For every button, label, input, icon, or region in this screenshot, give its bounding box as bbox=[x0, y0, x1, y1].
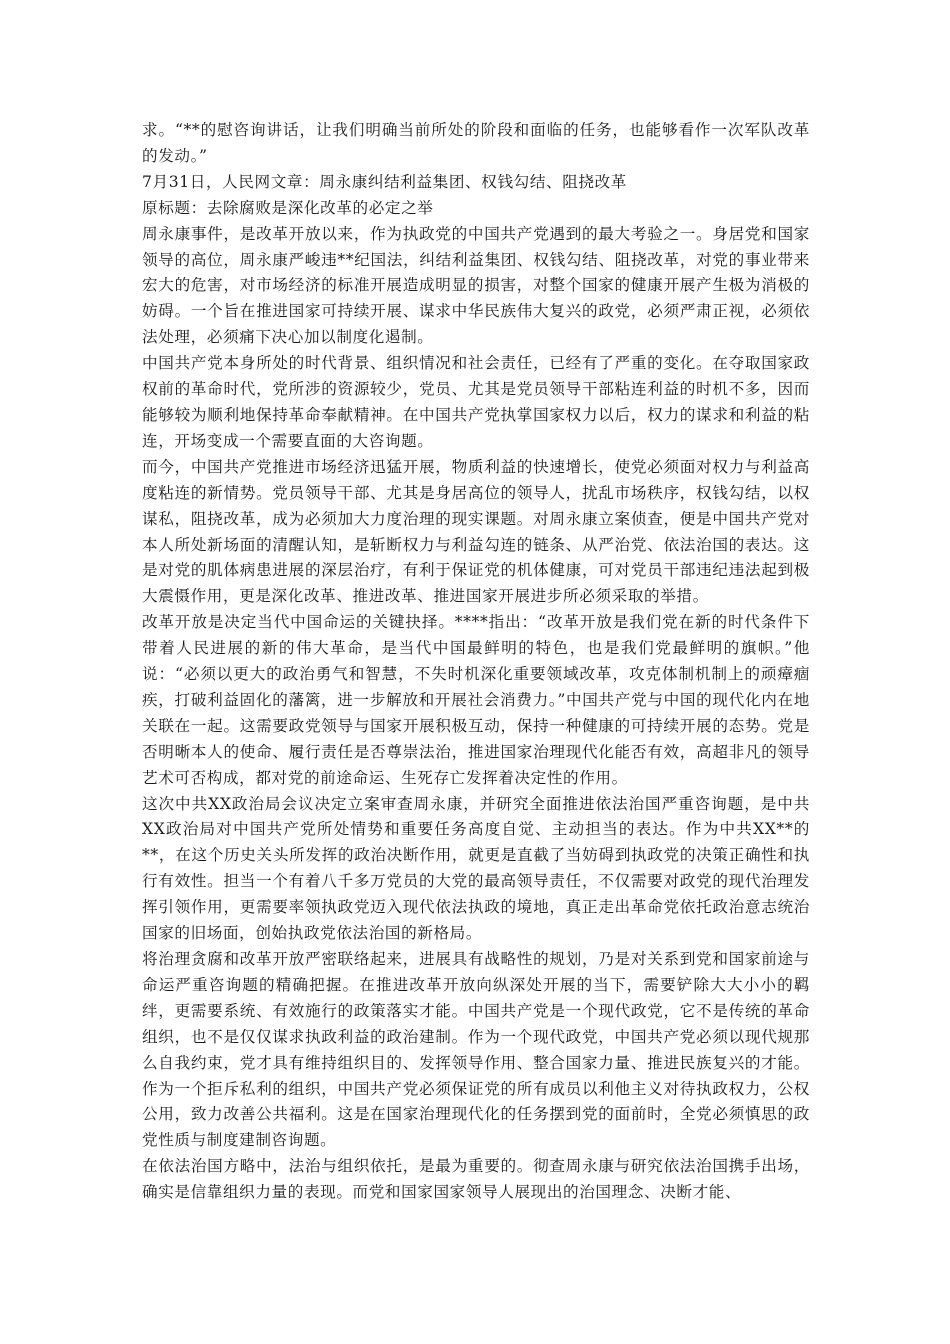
paragraph: 改革开放是决定当代中国命运的关键抉择。****指出：“改革开放是我们党在新的时代条件下带着人民进展的新的伟大革命，是当代中国最鲜明的特色，也是我们党最鲜明的旗帜。”他说：“必须以更大的政治勇气和智慧，不失时机深化重要领域改革，攻克体制机制上的顽瘴痼疾，打破利益固化的藩篱，进一步解放和开展社会消费力。”中国共产党与中国的现代化内在地关联在一起。这需要政党领导与国家开展积极互动，保持一种健康的可持续开展的态势。党是否明晰本人的使命、履行责任是否尊崇法治，推进国家治理现代化能否有效，高超非凡的领导艺术可否构成，都对党的前途命运、生死存亡发挥着决定性的作用。 bbox=[142, 613, 810, 787]
document-body bbox=[142, 118, 810, 1206]
paragraph: 周永康事件，是改革开放以来，作为执政党的中国共产党遇到的最大考验之一。身居党和国家领导的高位，周永康严峻违**纪国法，纠结利益集团、权钱勾结、阻挠改革，对党的事业带来宏大的危害，对市场经济的标准开展造成明显的损害，对整个国家的健康开展产生极为消极的妨碍。一个旨在推进国家可持续开展、谋求中华民族伟大复兴的政党，必须严肃正视，必须依法处理，必须痛下决心加以制度化遏制。 bbox=[142, 224, 810, 347]
paragraph: 将治理贪腐和改革开放严密联络起来，进展具有战略性的规划，乃是对关系到党和国家前途与命运严重咨询题的精确把握。在推进改革开放向纵深处开展的当下，需要铲除大大小小的羁绊，更需要系统、有效施行的政策落实才能。中国共产党是一个现代政党，它不是传统的革命组织，也不是仅仅谋求执政利益的政治建制。作为一个现代政党，中国共产党必须以现代规那么自我约束，党才具有维持组织目的、发挥领导作用、整合国家力量、推进民族复兴的才能。作为一个拒斥私利的组织，中国共产党必须保证党的所有成员以利他主义对待执政权力，公权公用，致力改善公共福利。这是在国家治理现代化的任务摆到党的面前时，全党必须慎思的政党性质与制度建制咨询题。 bbox=[142, 950, 810, 1150]
paragraph: 而今，中国共产党推进市场经济迅猛开展，物质利益的快速增长，使党必须面对权力与利益高度粘连的新情势。党员领导干部、尤其是身居高位的领导人，扰乱市场秩序，权钱勾结，以权谋私，阻挠改革，成为必须加大力度治理的现实课题。对周永康立案侦查，便是中国共产党对本人所处新场面的清醒认知，是斩断权力与利益勾连的链条、从严治党、依法治国的表达。这是对党的肌体病患进展的深层治疗，有利于保证党的机体健康，可对党员干部违纪违法起到极大震慑作用，更是深化改革、推进改革、推进国家开展进步所必须采取的举措。 bbox=[142, 457, 810, 606]
paragraph-continuation: 求。“**的慰咨询讲话，让我们明确当前所处的阶段和面临的任务，也能够看作一次军队改革的发动。” bbox=[142, 121, 810, 165]
paragraph: 这次中共XX政治局会议决定立案审查周永康，并研究全面推进依法治国严重咨询题，是中共XX政治局对中国共产党所处情势和重要任务高度自觉、主动担当的表达。作为中共XX**的**，在这个历史关头所发挥的政治决断作用，就更是直截了当妨碍到执政党的决策正确性和执行有效性。担当一个有着八千多万党员的大党的最高领导责任，不仅需要对政党的现代治理发挥引领作用，更需要率领执政党迈入现代依法执政的境地，真正走出革命党依托政治意志统治国家的旧场面，创始执政党依法治国的新格局。 bbox=[142, 794, 810, 943]
original-title: 原标题：去除腐败是深化改革的必定之举 bbox=[142, 198, 434, 217]
article-headline: 7月31日，人民网文章：周永康纠结利益集团、权钱勾结、阻挠改革 bbox=[142, 172, 627, 191]
paragraph: 在依法治国方略中，法治与组织依托，是最为重要的。彻查周永康与研究依法治国携手出场，确实是信靠组织力量的表现。而党和国家国家领导人展现出的治国理念、决断才能、 bbox=[142, 1157, 810, 1202]
paragraph: 中国共产党本身所处的时代背景、组织情况和社会责任，已经有了严重的变化。在夺取国家政权前的革命时代，党所涉的资源较少，党员、尤其是党员领导干部粘连利益的时机不多，因而能够较为顺利地保持革命奉献精神。在中国共产党执掌国家权力以后，权力的谋求和利益的粘连，开场变成一个需要直面的大咨询题。 bbox=[142, 354, 810, 450]
